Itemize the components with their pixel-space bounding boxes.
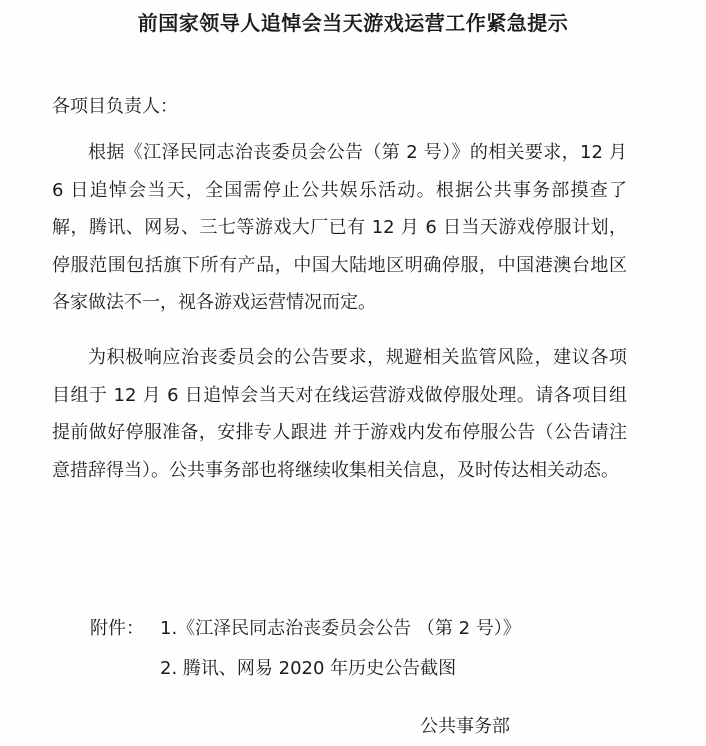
document-title: 前国家领导人追悼会当天游戏运营工作紧急提示 <box>137 11 569 35</box>
salutation: 各项目负责人： <box>52 96 178 117</box>
attachment-item-2: 2. 腾讯、网易 2020 年历史公告截图 <box>160 658 457 679</box>
attachment-item-1: 1.《江泽民同志治丧委员会公告 （第 2 号）》 <box>160 618 521 639</box>
attachments-label: 附件： <box>90 618 144 639</box>
body-paragraph-1: 根据《江泽民同志治丧委员会公告（第 2 号）》的相关要求，12 月 6 日追悼会当天，全国需停止公共娱乐活动。根据公共事务部摸查了解，腾讯、网易、三七等游戏大厂已有 12 月 6 日当天游戏停服计划，停服范围包括旗下所有产品，中国大陆地区明确停服，中国港澳台地区各家做法不一，视各游戏运营情况而定。 <box>52 142 627 314</box>
signature-department: 公共事务部 <box>420 716 510 737</box>
body-paragraph-2: 为积极响应治丧委员会的公告要求，规避相关监管风险，建议各项目组于 12 月 6 日追悼会当天对在线运营游戏做停服处理。请各项目组提前做好停服准备，安排专人跟进 并于游戏内发布停服公告（公告请注意措辞得当）。公共事务部也将继续收集相关信息，及时传达相关动态。 <box>52 347 627 481</box>
